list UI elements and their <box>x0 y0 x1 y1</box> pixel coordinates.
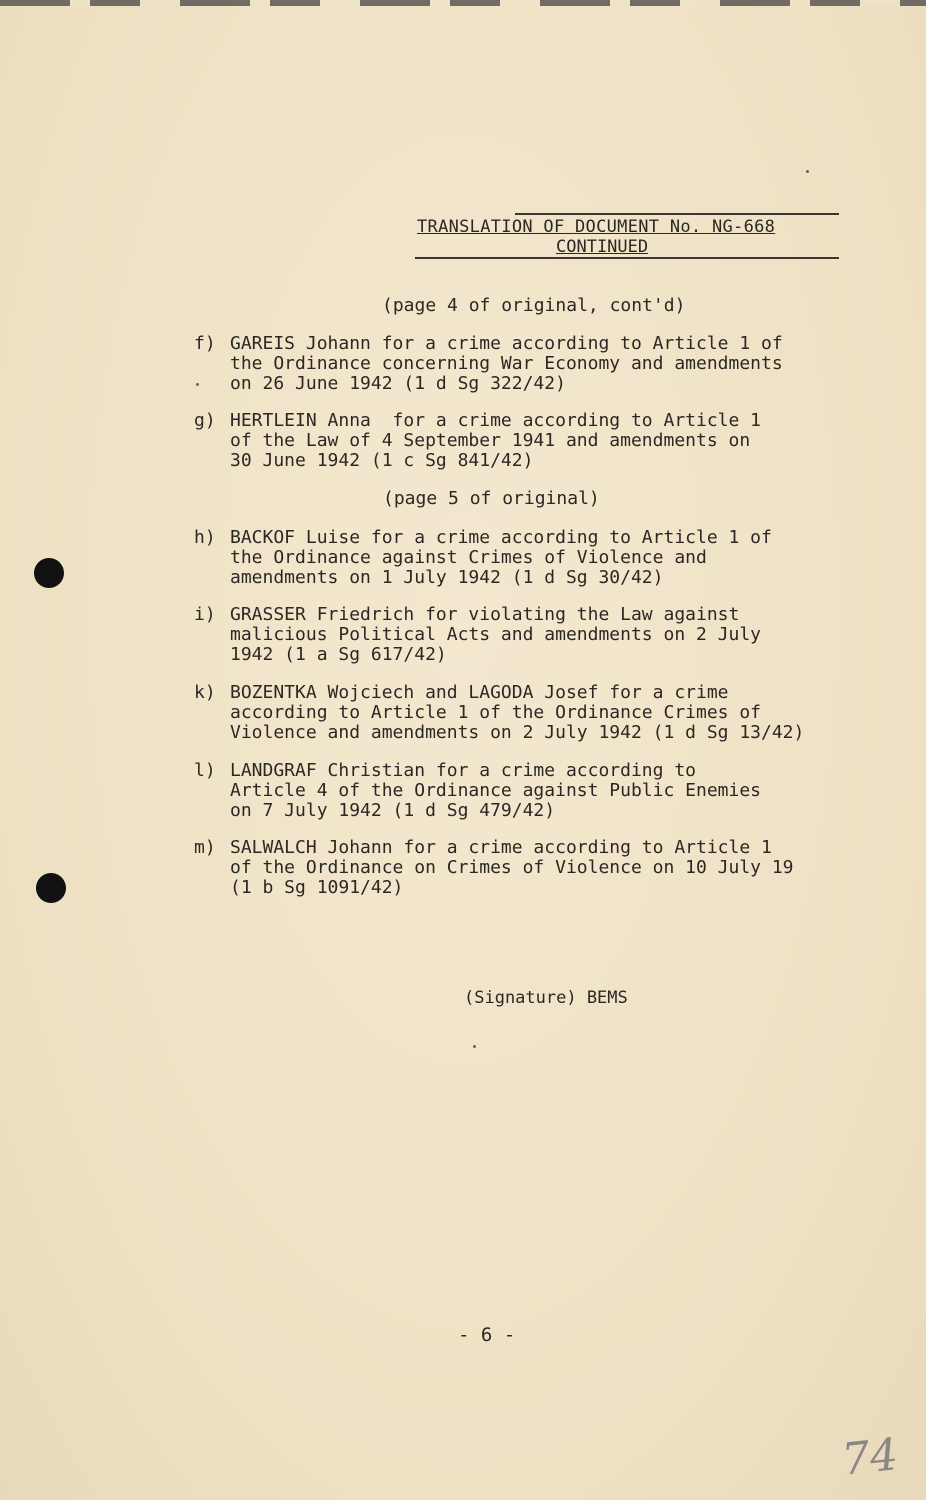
entry-line: Violence and amendments on 2 July 1942 (1 d Sg 13/42) <box>230 722 805 743</box>
entry-line: Article 4 of the Ordinance against Public Enemies <box>230 780 762 801</box>
entry-line: the Ordinance against Crimes of Violence and <box>230 547 707 568</box>
entry-line: on 26 June 1942 (1 d Sg 322/42) <box>230 373 566 394</box>
entry-line: BOZENTKA Wojciech and LAGODA Josef for a crime <box>230 682 729 703</box>
punch-hole-upper <box>34 558 64 588</box>
entry-letter: h) <box>194 527 216 548</box>
entry-line: the Ordinance concerning War Economy and amendments <box>230 353 783 374</box>
entry-line: of the Law of 4 September 1941 and amendments on <box>230 430 751 451</box>
entry-line: (1 b Sg 1091/42) <box>230 877 404 898</box>
document-header <box>415 213 839 261</box>
entry-line: SALWALCH Johann for a crime according to Article 1 <box>230 837 772 858</box>
speck <box>473 1045 476 1048</box>
header-rule-bottom <box>415 257 839 259</box>
pencil-page-mark: 74 <box>839 1429 901 1486</box>
entry-letter: l) <box>194 760 216 781</box>
entry-letter: g) <box>194 410 216 431</box>
entry-letter: f) <box>194 333 216 354</box>
header-rule-top <box>515 213 839 215</box>
entry-letter: i) <box>194 604 216 625</box>
speck <box>806 170 809 173</box>
page-number: - 6 - <box>458 1324 516 1346</box>
entry-line: on 7 July 1942 (1 d Sg 479/42) <box>230 800 556 821</box>
signature-line: (Signature) BEMS <box>464 988 628 1008</box>
header-title: TRANSLATION OF DOCUMENT No. NG-668 <box>417 217 776 237</box>
page-note-original-5: (page 5 of original) <box>383 488 600 509</box>
header-continued: CONTINUED <box>556 237 649 257</box>
entry-line: 30 June 1942 (1 c Sg 841/42) <box>230 450 534 471</box>
page-note-original-4: (page 4 of original, cont'd) <box>382 295 686 316</box>
entry-line: according to Article 1 of the Ordinance Crimes of <box>230 702 762 723</box>
entry-line: 1942 (1 a Sg 617/42) <box>230 644 447 665</box>
speck <box>196 383 199 386</box>
entry-line: malicious Political Acts and amendments on 2 July <box>230 624 762 645</box>
entry-letter: m) <box>194 837 216 858</box>
entry-line: GRASSER Friedrich for violating the Law against <box>230 604 740 625</box>
punch-hole-lower <box>36 873 66 903</box>
entry-letter: k) <box>194 682 216 703</box>
scan-top-edge <box>0 0 926 6</box>
entry-line: BACKOF Luise for a crime according to Article 1 of <box>230 527 772 548</box>
entry-line: LANDGRAF Christian for a crime according to <box>230 760 696 781</box>
entry-line: of the Ordinance on Crimes of Violence on 10 July 19 <box>230 857 794 878</box>
entry-line: GAREIS Johann for a crime according to Article 1 of <box>230 333 783 354</box>
entry-line: HERTLEIN Anna for a crime according to Article 1 <box>230 410 762 431</box>
entry-line: amendments on 1 July 1942 (1 d Sg 30/42) <box>230 567 664 588</box>
